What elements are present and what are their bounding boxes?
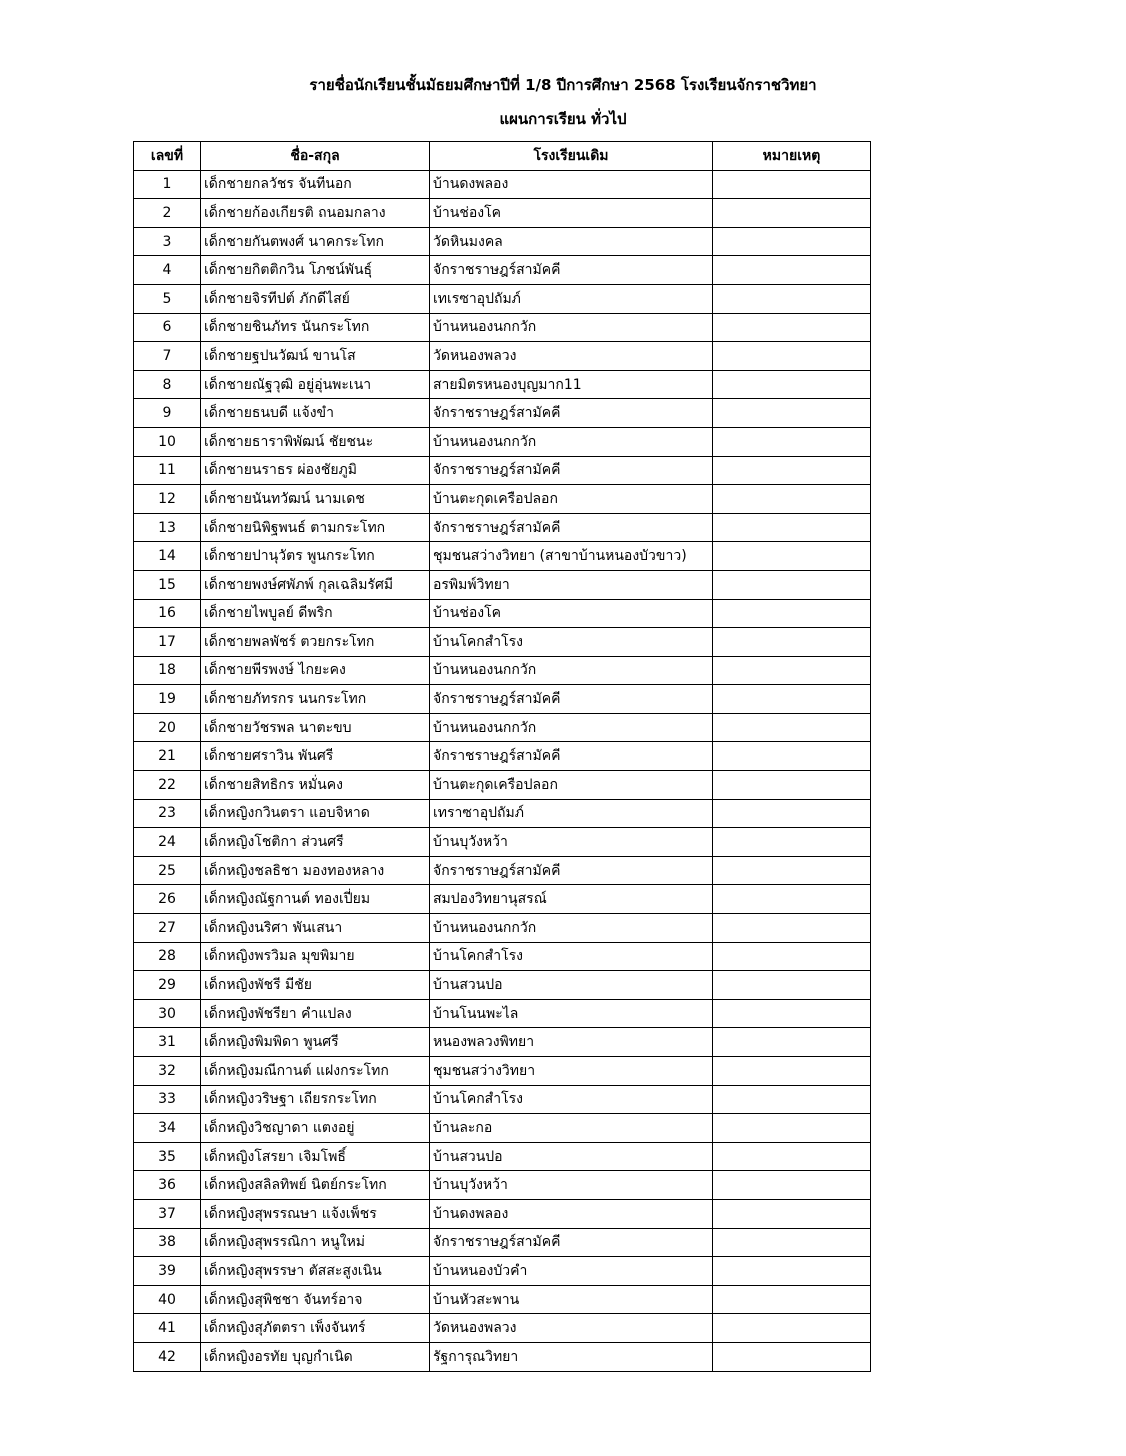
student-name-cell: เด็กหญิงชลธิชา มองทองหลาง	[201, 856, 430, 885]
remarks-cell	[713, 1142, 871, 1171]
remarks-cell	[713, 1114, 871, 1143]
remarks-cell	[713, 713, 871, 742]
student-name-cell: เด็กชายกันตพงศ์ นาคกระโทก	[201, 227, 430, 256]
student-name-cell: เด็กชายฐปนวัฒน์ ขานโส	[201, 342, 430, 371]
previous-school-cell: จักราชราษฎร์สามัคคี	[430, 256, 713, 285]
student-number-cell: 42	[134, 1342, 201, 1371]
previous-school-cell: บ้านหนองนกกวัก	[430, 427, 713, 456]
student-number-cell: 18	[134, 656, 201, 685]
table-row	[134, 342, 871, 371]
student-number-cell: 26	[134, 885, 201, 914]
previous-school-cell: เทราซาอุปถัมภ์	[430, 799, 713, 828]
student-number-cell: 1	[134, 170, 201, 199]
table-row	[134, 885, 871, 914]
previous-school-cell: สายมิตรหนองบุญมาก11	[430, 370, 713, 399]
student-number-cell: 8	[134, 370, 201, 399]
remarks-cell	[713, 799, 871, 828]
student-name-cell: เด็กหญิงสุพรรณิกา หนูใหม่	[201, 1228, 430, 1257]
remarks-cell	[713, 1057, 871, 1086]
student-name-cell: เด็กหญิงพิมพิดา พูนศรี	[201, 1028, 430, 1057]
table-row	[134, 599, 871, 628]
student-name-cell: เด็กหญิงสลิลทิพย์ นิตย์กระโทก	[201, 1171, 430, 1200]
table-row	[134, 313, 871, 342]
student-name-cell: เด็กหญิงสุพิชชา จันทร์อาจ	[201, 1285, 430, 1314]
remarks-cell	[713, 828, 871, 857]
student-number-cell: 28	[134, 942, 201, 971]
table-row	[134, 914, 871, 943]
previous-school-cell: บ้านบุวังหว้า	[430, 828, 713, 857]
student-name-cell: เด็กชายนิพิฐพนธ์ ตามกระโทก	[201, 513, 430, 542]
table-row	[134, 570, 871, 599]
student-name-cell: เด็กหญิงสุพรรณษา แจ้งเพ็ชร	[201, 1199, 430, 1228]
student-number-cell: 15	[134, 570, 201, 599]
previous-school-cell: ชุมชนสว่างวิทยา (สาขาบ้านหนองบัวขาว)	[430, 542, 713, 571]
student-number-cell: 38	[134, 1228, 201, 1257]
student-number-cell: 30	[134, 999, 201, 1028]
previous-school-cell: บ้านหนองบัวคำ	[430, 1257, 713, 1286]
remarks-cell	[713, 284, 871, 313]
student-name-cell: เด็กชายพงษ์ศพัภพ์ กุลเฉลิมรัศมี	[201, 570, 430, 599]
student-name-cell: เด็กชายธาราพิพัฒน์ ชัยชนะ	[201, 427, 430, 456]
previous-school-cell: บ้านตะกุดเครือปลอก	[430, 485, 713, 514]
student-name-cell: เด็กชายศราวิน พันศรี	[201, 742, 430, 771]
table-row	[134, 1228, 871, 1257]
student-name-cell: เด็กหญิงกวินตรา แอบจิหาด	[201, 799, 430, 828]
previous-school-cell: จักราชราษฎร์สามัคคี	[430, 513, 713, 542]
previous-school-cell: อรพิมพ์วิทยา	[430, 570, 713, 599]
table-row	[134, 399, 871, 428]
remarks-cell	[713, 227, 871, 256]
previous-school-cell: บ้านดงพลอง	[430, 170, 713, 199]
table-row	[134, 971, 871, 1000]
remarks-cell	[713, 1314, 871, 1343]
remarks-cell	[713, 513, 871, 542]
remarks-cell	[713, 971, 871, 1000]
student-name-cell: เด็กหญิงพัชรี มีชัย	[201, 971, 430, 1000]
remarks-cell	[713, 199, 871, 228]
remarks-cell	[713, 856, 871, 885]
remarks-cell	[713, 942, 871, 971]
student-number-cell: 14	[134, 542, 201, 571]
student-number-cell: 36	[134, 1171, 201, 1200]
remarks-cell	[713, 1085, 871, 1114]
student-number-cell: 10	[134, 427, 201, 456]
remarks-cell	[713, 456, 871, 485]
table-row	[134, 1085, 871, 1114]
student-name-cell: เด็กหญิงอรทัย บุญกำเนิด	[201, 1342, 430, 1371]
table-row	[134, 628, 871, 657]
previous-school-cell: เทเรซาอุปถัมภ์	[430, 284, 713, 313]
remarks-cell	[713, 1028, 871, 1057]
remarks-cell	[713, 656, 871, 685]
student-number-cell: 19	[134, 685, 201, 714]
student-name-cell: เด็กหญิงพัชรียา คำแปลง	[201, 999, 430, 1028]
student-number-cell: 7	[134, 342, 201, 371]
previous-school-cell: จักราชราษฎร์สามัคคี	[430, 856, 713, 885]
student-name-cell: เด็กหญิงวริษฐา เถียรกระโทก	[201, 1085, 430, 1114]
table-row	[134, 1342, 871, 1371]
remarks-cell	[713, 1342, 871, 1371]
student-number-cell: 13	[134, 513, 201, 542]
remarks-cell	[713, 685, 871, 714]
remarks-cell	[713, 1285, 871, 1314]
previous-school-cell: บ้านช่องโค	[430, 599, 713, 628]
table-row	[134, 1285, 871, 1314]
remarks-cell	[713, 485, 871, 514]
student-name-cell: เด็กชายธนบดี แจ้งขำ	[201, 399, 430, 428]
previous-school-cell: บ้านสวนปอ	[430, 971, 713, 1000]
student-name-cell: เด็กหญิงสุพรรษา ตัสสะสูงเนิน	[201, 1257, 430, 1286]
student-number-cell: 40	[134, 1285, 201, 1314]
previous-school-cell: ชุมชนสว่างวิทยา	[430, 1057, 713, 1086]
student-number-cell: 33	[134, 1085, 201, 1114]
table-row	[134, 1171, 871, 1200]
remarks-cell	[713, 599, 871, 628]
column-header-name: ชื่อ-สกุล	[201, 142, 430, 171]
previous-school-cell: วัดหนองพลวง	[430, 1314, 713, 1343]
previous-school-cell: จักราชราษฎร์สามัคคี	[430, 456, 713, 485]
student-number-cell: 25	[134, 856, 201, 885]
table-row	[134, 542, 871, 571]
table-row	[134, 256, 871, 285]
student-number-cell: 5	[134, 284, 201, 313]
student-number-cell: 23	[134, 799, 201, 828]
remarks-cell	[713, 914, 871, 943]
remarks-cell	[713, 1199, 871, 1228]
student-name-cell: เด็กชายก้องเกียรติ ถนอมกลาง	[201, 199, 430, 228]
remarks-cell	[713, 256, 871, 285]
remarks-cell	[713, 170, 871, 199]
student-number-cell: 20	[134, 713, 201, 742]
student-number-cell: 31	[134, 1028, 201, 1057]
student-name-cell: เด็กหญิงณัฐกานต์ ทองเปี่ยม	[201, 885, 430, 914]
student-number-cell: 32	[134, 1057, 201, 1086]
remarks-cell	[713, 313, 871, 342]
student-number-cell: 39	[134, 1257, 201, 1286]
student-number-cell: 6	[134, 313, 201, 342]
table-row	[134, 942, 871, 971]
student-name-cell: เด็กชายกลวัชร จันทีนอก	[201, 170, 430, 199]
student-name-cell: เด็กหญิงนริศา พันเสนา	[201, 914, 430, 943]
student-name-cell: เด็กชายณัฐวุฒิ อยู่อุ่นพะเนา	[201, 370, 430, 399]
table-row	[134, 1142, 871, 1171]
table-row	[134, 370, 871, 399]
previous-school-cell: บ้านหนองนกกวัก	[430, 313, 713, 342]
previous-school-cell: บ้านหนองนกกวัก	[430, 656, 713, 685]
student-name-cell: เด็กชายภัทรกร นนกระโทก	[201, 685, 430, 714]
page-subtitle: แผนการเรียน ทั่วไป	[499, 110, 627, 128]
student-roster-table	[133, 141, 871, 1372]
remarks-cell	[713, 1171, 871, 1200]
header-row	[134, 142, 871, 171]
student-number-cell: 34	[134, 1114, 201, 1143]
remarks-cell	[713, 542, 871, 571]
student-number-cell: 12	[134, 485, 201, 514]
remarks-cell	[713, 1257, 871, 1286]
table-row	[134, 427, 871, 456]
previous-school-cell: จักราชราษฎร์สามัคคี	[430, 399, 713, 428]
previous-school-cell: บ้านสวนปอ	[430, 1142, 713, 1171]
remarks-cell	[713, 1228, 871, 1257]
table-row	[134, 999, 871, 1028]
student-number-cell: 3	[134, 227, 201, 256]
previous-school-cell: จักราชราษฎร์สามัคคี	[430, 1228, 713, 1257]
table-row	[134, 456, 871, 485]
student-name-cell: เด็กชายนราธร ผ่องชัยภูมิ	[201, 456, 430, 485]
student-name-cell: เด็กหญิงมณีกานต์ แฝงกระโทก	[201, 1057, 430, 1086]
remarks-cell	[713, 427, 871, 456]
previous-school-cell: บ้านตะกุดเครือปลอก	[430, 771, 713, 800]
student-name-cell: เด็กชายสิทธิกร หมั่นคง	[201, 771, 430, 800]
student-name-cell: เด็กชายนันทวัฒน์ นามเดช	[201, 485, 430, 514]
table-row	[134, 199, 871, 228]
student-number-cell: 41	[134, 1314, 201, 1343]
previous-school-cell: บ้านละกอ	[430, 1114, 713, 1143]
remarks-cell	[713, 370, 871, 399]
table-row	[134, 713, 871, 742]
previous-school-cell: บ้านหนองนกกวัก	[430, 713, 713, 742]
table-row	[134, 1199, 871, 1228]
previous-school-cell: บ้านบุวังหว้า	[430, 1171, 713, 1200]
previous-school-cell: บ้านหนองนกกวัก	[430, 914, 713, 943]
table-row	[134, 656, 871, 685]
student-number-cell: 2	[134, 199, 201, 228]
table-row	[134, 1028, 871, 1057]
previous-school-cell: บ้านโคกสำโรง	[430, 1085, 713, 1114]
table-row	[134, 685, 871, 714]
student-number-cell: 17	[134, 628, 201, 657]
previous-school-cell: บ้านดงพลอง	[430, 1199, 713, 1228]
student-number-cell: 29	[134, 971, 201, 1000]
remarks-cell	[713, 628, 871, 657]
column-header-remarks: หมายเหตุ	[713, 142, 871, 171]
student-number-cell: 9	[134, 399, 201, 428]
table-row	[134, 485, 871, 514]
table-row	[134, 742, 871, 771]
student-number-cell: 24	[134, 828, 201, 857]
previous-school-cell: บ้านหัวสะพาน	[430, 1285, 713, 1314]
student-number-cell: 35	[134, 1142, 201, 1171]
column-header-previous-school: โรงเรียนเดิม	[430, 142, 713, 171]
student-name-cell: เด็กหญิงโสรยา เจิมโพธิ์	[201, 1142, 430, 1171]
table-row	[134, 1314, 871, 1343]
previous-school-cell: สมปองวิทยานุสรณ์	[430, 885, 713, 914]
student-number-cell: 37	[134, 1199, 201, 1228]
remarks-cell	[713, 742, 871, 771]
previous-school-cell: หนองพลวงพิทยา	[430, 1028, 713, 1057]
table-row	[134, 284, 871, 313]
student-number-cell: 22	[134, 771, 201, 800]
student-number-cell: 16	[134, 599, 201, 628]
table-row	[134, 856, 871, 885]
previous-school-cell: วัดหินมงคล	[430, 227, 713, 256]
table-row	[134, 1257, 871, 1286]
student-name-cell: เด็กชายพีรพงษ์ ไกยะคง	[201, 656, 430, 685]
table-row	[134, 1057, 871, 1086]
student-name-cell: เด็กหญิงสุภัตตรา เพ็งจันทร์	[201, 1314, 430, 1343]
student-name-cell: เด็กหญิงพรวิมล มุขพิมาย	[201, 942, 430, 971]
previous-school-cell: บ้านโคกสำโรง	[430, 942, 713, 971]
table-row	[134, 513, 871, 542]
previous-school-cell: วัดหนองพลวง	[430, 342, 713, 371]
table-row	[134, 1114, 871, 1143]
student-name-cell: เด็กหญิงโชติกา ส่วนศรี	[201, 828, 430, 857]
remarks-cell	[713, 771, 871, 800]
page-title: รายชื่อนักเรียนชั้นมัธยมศึกษาปีที่ 1/8 ปีการศึกษา 2568 โรงเรียนจักราชวิทยา	[309, 76, 817, 94]
table-body	[134, 170, 871, 1371]
previous-school-cell: บ้านโคกสำโรง	[430, 628, 713, 657]
student-name-cell: เด็กชายวัชรพล นาตะขบ	[201, 713, 430, 742]
table-row	[134, 771, 871, 800]
remarks-cell	[713, 999, 871, 1028]
table-row	[134, 227, 871, 256]
student-number-cell: 4	[134, 256, 201, 285]
remarks-cell	[713, 570, 871, 599]
student-name-cell: เด็กชายจิรทีปต์ ภักดีไสย์	[201, 284, 430, 313]
column-header-number: เลขที่	[134, 142, 201, 171]
student-name-cell: เด็กหญิงวิชญาดา แตงอยู่	[201, 1114, 430, 1143]
student-name-cell: เด็กชายชินภัทร นันกระโทก	[201, 313, 430, 342]
remarks-cell	[713, 885, 871, 914]
student-number-cell: 11	[134, 456, 201, 485]
table-header	[134, 142, 871, 171]
student-number-cell: 27	[134, 914, 201, 943]
student-number-cell: 21	[134, 742, 201, 771]
remarks-cell	[713, 399, 871, 428]
remarks-cell	[713, 342, 871, 371]
table-row	[134, 828, 871, 857]
previous-school-cell: รัฐการุณวิทยา	[430, 1342, 713, 1371]
student-name-cell: เด็กชายปานุวัตร พูนกระโทก	[201, 542, 430, 571]
previous-school-cell: จักราชราษฎร์สามัคคี	[430, 685, 713, 714]
table-row	[134, 799, 871, 828]
student-name-cell: เด็กชายกิตติกวิน โภชน์พันธุ์	[201, 256, 430, 285]
previous-school-cell: บ้านช่องโค	[430, 199, 713, 228]
previous-school-cell: จักราชราษฎร์สามัคคี	[430, 742, 713, 771]
previous-school-cell: บ้านโนนพะไล	[430, 999, 713, 1028]
table-row	[134, 170, 871, 199]
student-name-cell: เด็กชายพลพัชร์ ตวยกระโทก	[201, 628, 430, 657]
student-name-cell: เด็กชายไพบูลย์ ดีพริก	[201, 599, 430, 628]
